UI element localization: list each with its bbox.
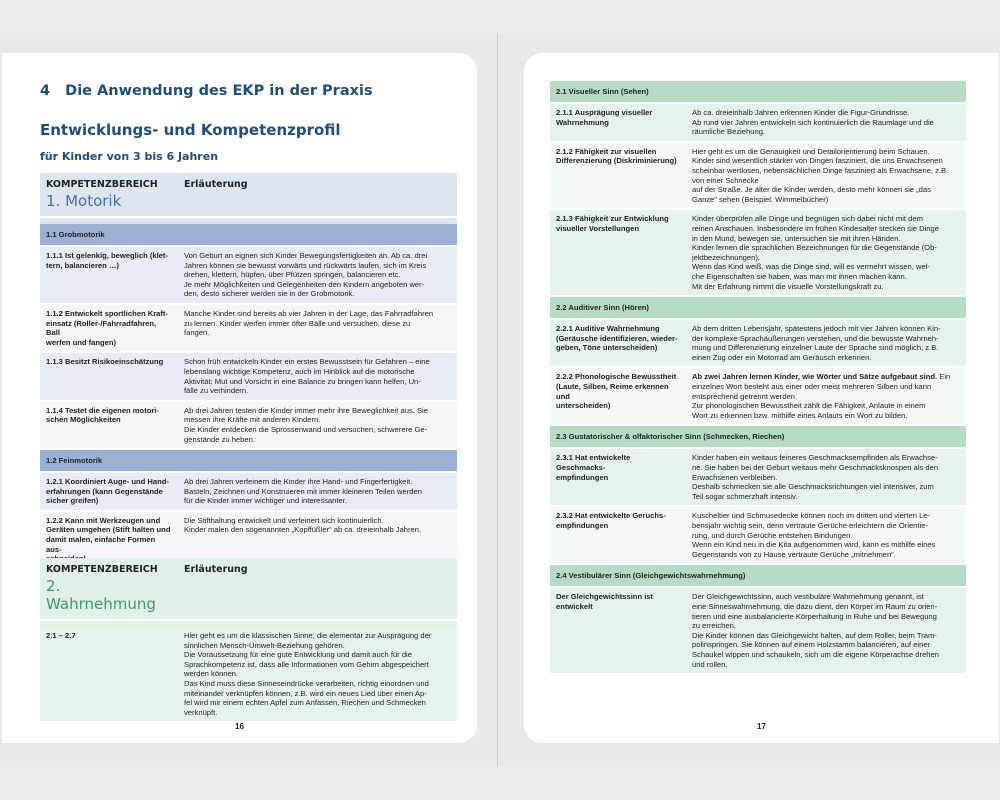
gutter	[497, 33, 498, 767]
chapter-number: 4	[40, 83, 51, 99]
competence-label: KOMPETENZBEREICH	[46, 564, 158, 575]
item-label: 2.2.1 Auditive Wahrnehmung (Geräusche identifizieren, wieder- geben, Töne unterscheiden)	[556, 324, 678, 353]
competence-header-wahrnehmung	[40, 558, 457, 621]
item-explanation: Schon früh entwickeln Kinder ein erstes Bewusstsein für Gefahren – eine lebenslang wichtige Kompetenz, auch im Hinblick auf die motorische Aktivität: Mut und Vorsicht in eine Balance zu bringen kann helfen, Un- fälle zu verhindern.	[184, 357, 430, 396]
item-label: 1.1.2 Entwickelt sportlichen Kraft- einsatz (Roller-/Fahrradfahren, Ball werfen und fangen)	[46, 308, 168, 347]
section-auditiv: 2.2 Auditiver Sinn (Hören)	[550, 297, 966, 320]
item-label: 2.1 – 2.7	[46, 631, 76, 640]
table-row	[550, 368, 966, 426]
item-explanation: Der Gleichgewichtssinn, auch vestibuläre Wahrnehmung genannt, ist eine Sinneswahrnehmung, die dazu dient, den Körper im Raum zu orien- tieren und eine ausbalancierte Körperhaltung in Ruhe und bei Bewegung zu erreichen. Die Kinder können das Gleichgewicht halten, auf dem Roller, beim Tram- polinspringen. Sie können auf einem Holzstamm balancieren, auf einer Schaukel wippen und schaukeln, sich um die eigene Körperachse drehen und rollen.	[692, 592, 939, 669]
item-label: 2.1.1 Ausprägung visueller Wahrnehmung	[556, 108, 653, 127]
item-label: 2.1.2 Fähigkeit zur visuellen Differenzierung (Diskriminierung)	[556, 146, 677, 166]
table-row	[40, 473, 457, 512]
item-explanation: Ab dem dritten Lebensjahr, spätestens jedoch mit vier Jahren können Kin- der komplexe Sprachäußerungen verstehen, und die bewusste Wahrneh- mung und Differenzierung einzelner Laute der Sprache sind möglich; z.B. einen Zug oder ein Motorrad am Geräusch erkennen.	[692, 324, 941, 362]
explanation-header: Erläuterung	[184, 179, 248, 190]
item-label: 2.3.2 Hat entwickelte Geruchs- empfindungen	[556, 511, 666, 530]
item-explanation: Ab drei Jahren testen die Kinder immer mehr ihre Beweglichkeit aus. Sie messen ihre Kräfte mit anderen Kindern. Die Kinder entdecken die Sprossenwand und versuchen, schwerere Ge- genstände zu heben.	[184, 405, 428, 444]
section-feinmotorik: 1.2 Feinmotorik	[40, 450, 457, 473]
page-number: 17	[757, 722, 766, 731]
section-visuell: 2.1 Visueller Sinn (Sehen)	[550, 81, 966, 104]
page-number: 16	[235, 722, 244, 731]
table-row	[40, 305, 457, 353]
table-row	[40, 247, 457, 305]
section-vestibulaer: 2.4 Vestibulärer Sinn (Gleichgewichtswahrnehmung)	[550, 565, 966, 588]
chapter-title: Die Anwendung des EKP in der Praxis	[65, 83, 373, 99]
chapter-heading	[40, 83, 373, 99]
item-label: 1.2.2 Kann mit Werkzeugen und Geräten umgehen (Stift halten und damit malen, einfache Formen aus-	[46, 515, 171, 554]
table-row	[550, 104, 966, 143]
item-explanation: Von Geburt an eignen sich Kinder Bewegungsfertigkeiten an. Ab ca. drei Jahren können sie bewusst vorwärts und rückwärts laufen, sich im Kreis drehen, klettern, hüpfen, über Pfützen springen, balancieren etc. Je mehr Möglichkeiten und Gelegenheiten den Kindern angeboten wer- den, desto sicherer werden sie in der Grobmotorik.	[184, 251, 428, 299]
item-label: Der Gleichgewichtssinn ist entwickelt	[556, 592, 654, 611]
table-row	[550, 588, 966, 675]
motorik-table	[40, 173, 457, 570]
item-label: 1.1.4 Testet die eigenen motori- schen Möglichkeiten	[46, 405, 159, 425]
item-explanation: Hier geht es um die klassischen Sinne, die elementar zur Ausprägung der sinnlichen Mensch-Umwelt-Beziehung gehören. Die Voraussetzung für eine gute Entwicklung und damit auch für die Sprachkompetenz ist, dass alle Informationen vom Gehirn abgespeichert werden können. Das Kind muss diese Sinneseindrücke verarbeiten, richtig einordnen und miteinander verknüpfen können, z.B. wird ein neues Lied über einen Ap- fel wird mir einem echten Apfel zum Anfassen, Riechen und Schmecken verknüpft.	[184, 631, 432, 717]
item-explanation	[686, 368, 966, 424]
item-label: 1.1.1 Ist gelenkig, beweglich (klet- tern, balancieren …)	[46, 251, 168, 270]
item-explanation: Kinder überprüfen alle Dinge und begnügen sich dabei nicht mit dem reinen Anschauen. Insbesondere im frühen Kindesalter stecken sie Dinge in den Mund, bewegen sie, untersuchen sie mit ihren Händen. Kinder lernen die sprachlichen Bezeichnungen für die Gegenstände (Ob- jektbezeichnungen). Wenn das Kind weiß, was die Dinge sind, will es vermehrt wissen, wel- che Eigenschaften sie haben, was man mit ihnen machen kann. Mit der Erfahrung nimmt die visuelle Vorstellungskraft zu.	[692, 214, 939, 291]
wahrnehmung-table	[40, 558, 457, 723]
item-label: 1.1.3 Besitzt Risikoeinschätzung	[46, 357, 164, 367]
item-explanation: Ab drei Jahren verfeinern die Kinder ihre Hand- und Fingerfertigkeit. Basteln, Zeichnen und Konstruieren mit immer kleineren Teilen werden für die Kinder immer wichtiger und interessanter.	[184, 477, 422, 506]
competence-label: KOMPETENZBEREICH	[46, 179, 158, 190]
sense-table	[550, 81, 966, 675]
table-row	[40, 627, 457, 723]
page-title: Entwicklungs- und Kompetenzprofil	[40, 121, 341, 139]
item-explanation: Kuscheltier und Schmusedecke können noch im dritten und vierten Le- bensjahr wichtig sein, denn vertraute Gerüche erleichtern die Orientie- rung, und durch Gerüche entstehen Bindungen. Wenn ein Kind neu in die Kita aufgenommen wird, kann es mithilfe eines Gegenstands von zu Hause vertraute Gerüche „mitnehmen“.	[692, 511, 936, 559]
item-explanation: Die Stifthaltung entwickelt und verfeinert sich kontinuierlich. Kinder malen den sogenannten „Kopffüßler“ ab ca. dreieinhalb Jahren.	[184, 515, 422, 535]
table-row	[550, 210, 966, 297]
explanation-header: Erläuterung	[184, 564, 248, 575]
item-explanation: Kinder haben ein weitaus feineres Geschmacksempfinden als Erwachse- ne. Sie haben bei der Geburt weitaus mehr Geschmacksknospen als den Erwachsenen verbleiben. Deshalb schmecken sie alle Geschmacksrichtungen viel intensiver, zum Teil sogar schmerzhaft intensiv.	[692, 453, 939, 501]
section-grobmotorik: 1.1 Grobmotorik	[40, 224, 457, 247]
competence-name: 1. Motorik	[46, 192, 122, 210]
item-label: 2.3.1 Hat entwickelte Geschmacks- empfindungen	[556, 453, 631, 482]
section-gustatorisch: 2.3 Gustatorischer & olfaktorischer Sinn (Schmecken, Riechen)	[550, 426, 966, 449]
table-row	[550, 143, 966, 211]
page-left	[2, 53, 477, 743]
page-right	[524, 53, 999, 743]
item-label: 2.1.3 Fähigkeit zur Entwicklung visueller Vorstellungen	[556, 214, 669, 233]
item-explanation: Hier geht es um die Genauigkeit und Detailorientierung beim Schauen. Kinder sind wesentlich stärker von Dingen fasziniert, die uns Erwachsenen scheinbar wertlosen, nebensächlichen Dinge fasziniert als Erwachsene, z.B. von einer Schnecke auf der Straße. Je älter die Kinder werden, desto mehr können sie „das Ganze“ sehen (Beispiel: Wimmelbücher)	[692, 146, 949, 204]
table-row	[550, 507, 966, 565]
item-explanation-bold: Ab zwei Jahren lernen Kinder, wie Wörter und Sätze aufgebaut sind.	[692, 372, 938, 382]
item-explanation: Ab ca. dreieinhalb Jahren erkennen Kinder die Figur-Grundrisse. Ab rund vier Jahren entwickeln sich kontinuierlich die Raumlage und die räumliche Beziehung.	[692, 108, 934, 137]
item-label: 1.2.1 Koordiniert Auge- und Hand- erfahrungen (kann Gegenstände sicher greifen)	[46, 477, 169, 506]
table-row	[550, 449, 966, 507]
competence-name: 2. Wahrnehmung	[46, 577, 156, 613]
page-subtitle: für Kinder von 3 bis 6 Jahren	[40, 150, 219, 163]
table-row	[40, 402, 457, 450]
item-explanation-rest: Ein einzelnes Wort besteht aus einer oder meist mehreren Silben und kann entsprechend getrennt werden. Zur phonologischen Bewusstheit zählt die Fähigkeit, Anlaute in einem Wort zu erkennen bzw. mithilfe eines Anlauts ein Wort zu bilden.	[692, 372, 951, 420]
competence-header-motorik	[40, 173, 457, 218]
table-row	[550, 320, 966, 368]
table-row	[40, 353, 457, 401]
item-explanation: Manche Kinder sind bereits ab vier Jahren in der Lage, das Fahrradfahren zu lernen. Kinder werfen immer öfter Bälle und versuchen, diese zu fangen.	[184, 308, 434, 338]
item-label: 2.2.2 Phonologische Bewusstheit (Laute, Silben, Reime erkennen und unterscheiden)	[556, 372, 677, 411]
